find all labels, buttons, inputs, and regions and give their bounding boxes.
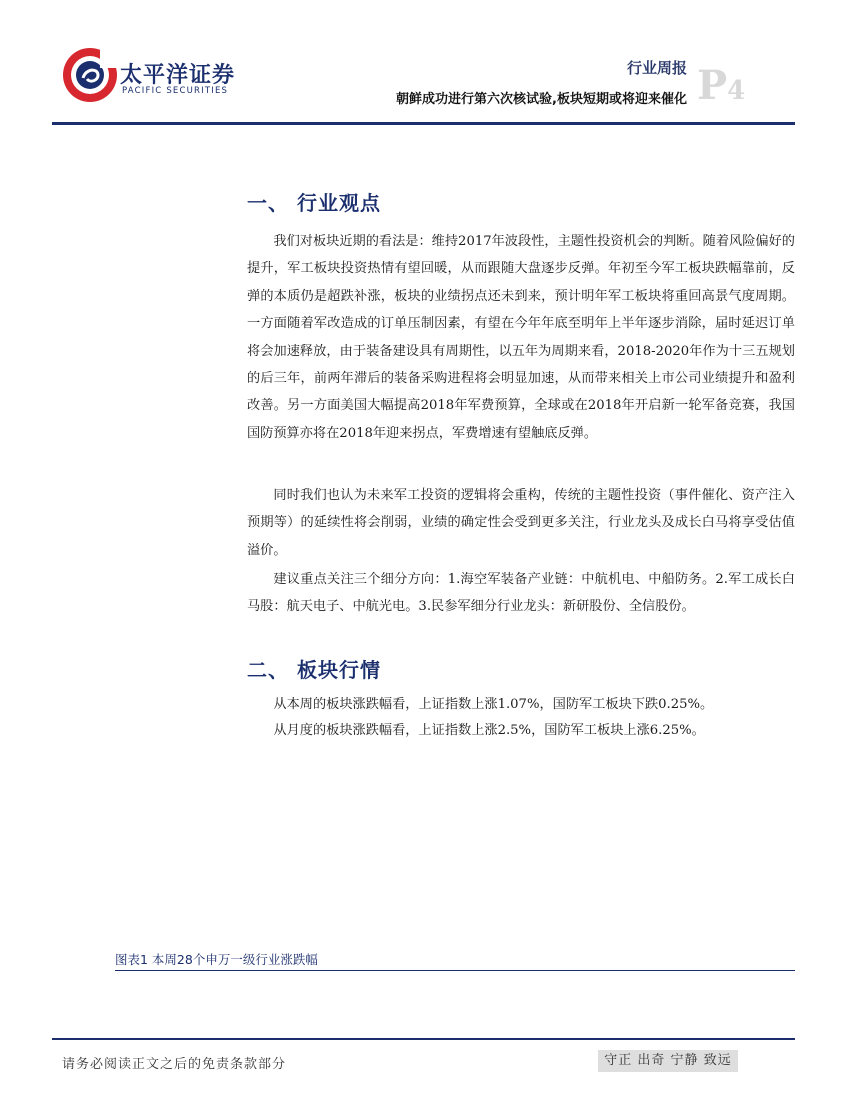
- footer-motto: 守正 出奇 宁静 致远: [598, 1050, 738, 1072]
- brand-name-en: PACIFIC SECURITIES: [122, 86, 229, 96]
- paragraph: 从本周的板块涨跌幅看，上证指数上涨1.07%，国防军工板块下跌0.25%。: [273, 697, 714, 712]
- page-number-digit: 4: [727, 76, 746, 106]
- company-logo: [60, 44, 260, 104]
- document-type: 行业周报: [626, 59, 687, 77]
- footer-disclaimer: 请务必阅读正文之后的免责条款部分: [62, 1057, 287, 1072]
- section-title-industry-view: 一、 行业观点: [247, 191, 381, 215]
- paragraph: 我们对板块近期的看法是：维持2017年波段性，主题性投资机会的判断。随着风险偏好的提升，军工板块投资热情有望回暖，从而跟随大盘逐步反弹。年初至今军工板块跌幅靠前，反弹的本质仍是超跌补涨，板块的业绩拐点还未到来，预计明年军工板块将重回高景气度周期。一方面随着军改造成的订单压制因素，有望在今年年底至明年上半年逐步消除，届时延迟订单将会加速释放，由于装备建设具有周期性，以五年为周期来看，2018-2020年作为十三五规划的后三年，前两年滞后的装备采购进程将会明显加速，从而带来相关上市公司业绩提升和盈利改善。另一方面美国大幅提高2018年军费预算，全球或在2018年开启新一轮军备竞赛，我国国防预算亦将在2018年迎来拐点，军费增速有望触底反弹。: [247, 234, 795, 441]
- paragraph: 从月度的板块涨跌幅看，上证指数上涨2.5%，国防军工板块上涨6.25%。: [273, 723, 705, 738]
- paragraph: 同时我们也认为未来军工投资的逻辑将会重构，传统的主题性投资（事件催化、资产注入预期等）的延续性将会削弱，业绩的确定性会受到更多关注，行业龙头及成长白马将享受估值溢价。: [247, 488, 795, 558]
- figure-caption: 图表1 本周28个申万一级行业涨跌幅: [115, 952, 318, 967]
- page-number: [697, 62, 746, 111]
- paragraph: 建议重点关注三个细分方向：1.海空军装备产业链：中航机电、中船防务。2.军工成长白马股：航天电子、中航光电。3.民参军细分行业龙头：新研股份、全信股份。: [247, 572, 795, 615]
- pacific-securities-logo-icon: [60, 44, 118, 104]
- header-divider: [52, 122, 795, 125]
- page-letter: P: [697, 62, 728, 109]
- section-title-sector-market: 二、 板块行情: [247, 658, 381, 682]
- brand-name-cn: 太平洋证券: [120, 63, 236, 88]
- footer-divider: [52, 1038, 795, 1040]
- figure-divider: [115, 970, 795, 971]
- document-subtitle: 朝鲜成功进行第六次核试验,板块短期或将迎来催化: [396, 92, 687, 107]
